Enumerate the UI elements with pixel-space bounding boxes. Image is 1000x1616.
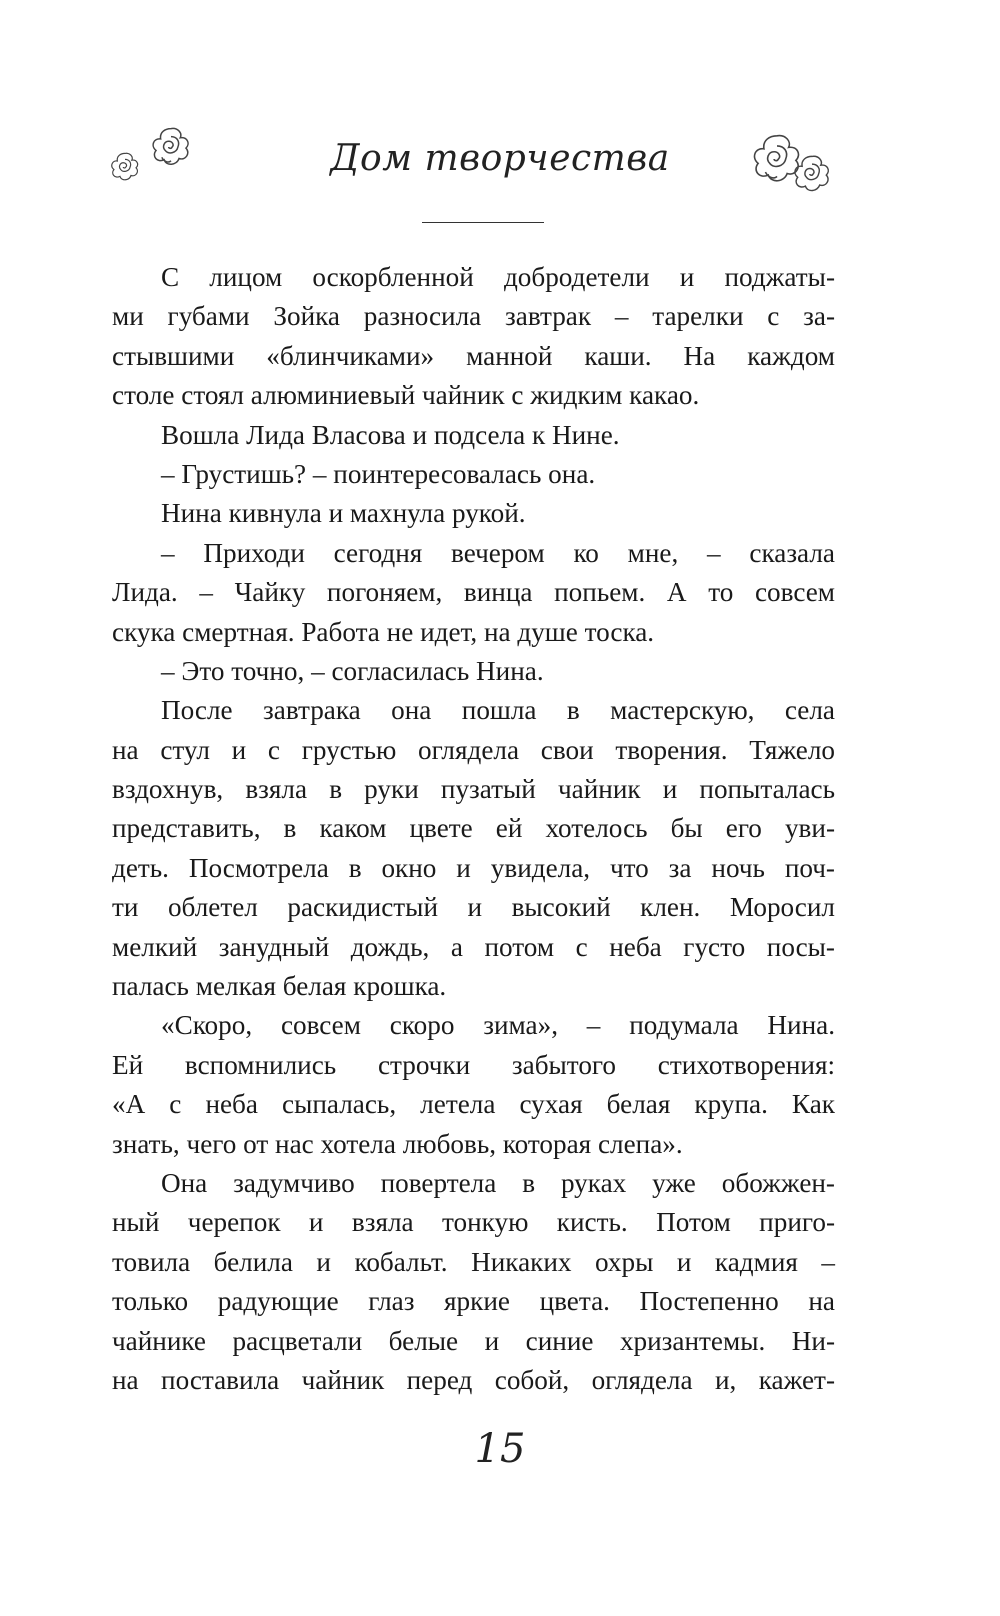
text-line: скука смертная. Работа не идет, на душе тоска. <box>112 616 655 647</box>
text-line: на стул и с грустью оглядела свои творения. Тяжело <box>112 734 835 765</box>
body-text <box>112 258 835 1400</box>
text-line: – Это точно, – согласилась Нина. <box>161 655 544 686</box>
text-line: «А с неба сыпалась, летела сухая белая крупа. Как <box>112 1089 835 1120</box>
text-line: палась мелкая белая крошка. <box>112 971 447 1002</box>
header-divider <box>422 222 544 223</box>
text-line: столе стоял алюминиевый чайник с жидким какао. <box>112 380 700 411</box>
text-line: – Грустишь? – поинтересовалась она. <box>161 458 596 489</box>
text-line: представить, в каком цвете ей хотелось бы его уви- <box>112 813 835 844</box>
text-line: деть. Посмотрела в окно и увидела, что за ночь поч- <box>112 852 835 883</box>
text-line: ти облетел раскидистый и высокий клен. Моросил <box>112 892 835 923</box>
text-line: мелкий занудный дождь, а потом с неба густо посы- <box>112 931 835 962</box>
text-line: Вошла Лида Власова и подсела к Нине. <box>161 419 620 450</box>
text-line: вздохнув, взяла в руки пузатый чайник и попыталась <box>112 774 835 805</box>
text-line: ми губами Зойка разносила завтрак – тарелки с за- <box>112 301 835 332</box>
text-line: Лида. – Чайку погоняем, винца попьем. А то совсем <box>112 577 835 608</box>
text-line: знать, чего от нас хотела любовь, которая слепа». <box>112 1128 683 1159</box>
text-line: После завтрака она пошла в мастерскую, села <box>161 695 835 726</box>
text-line: Она задумчиво повертела в руках уже обожжен- <box>161 1167 835 1198</box>
text-line: товила белила и кобальт. Никаких охры и кадмия – <box>112 1246 835 1277</box>
running-head-title: Дом творчества <box>330 138 670 179</box>
rose-ornament-icon <box>790 152 834 196</box>
text-line: чайнике расцветали белые и синие хризантемы. Ни- <box>112 1325 835 1356</box>
text-line: только радующие глаз яркие цвета. Постепенно на <box>112 1286 835 1317</box>
text-line: Ей вспомнились строчки забытого стихотворения: <box>112 1049 835 1080</box>
text-line: стывшими «блинчиками» манной каши. На каждом <box>112 340 835 371</box>
text-line: ный черепок и взяла тонкую кисть. Потом приго- <box>112 1207 835 1238</box>
text-line: «Скоро, совсем скоро зима», – подумала Нина. <box>161 1010 835 1041</box>
text-line: – Приходи сегодня вечером ко мне, – сказала <box>161 537 835 568</box>
page-number: 15 <box>474 1426 526 1472</box>
text-line: С лицом оскорбленной добродетели и поджаты- <box>161 262 835 292</box>
text-line: на поставила чайник перед собой, оглядела и, кажет- <box>112 1364 835 1395</box>
text-line: Нина кивнула и махнула рукой. <box>161 498 526 529</box>
